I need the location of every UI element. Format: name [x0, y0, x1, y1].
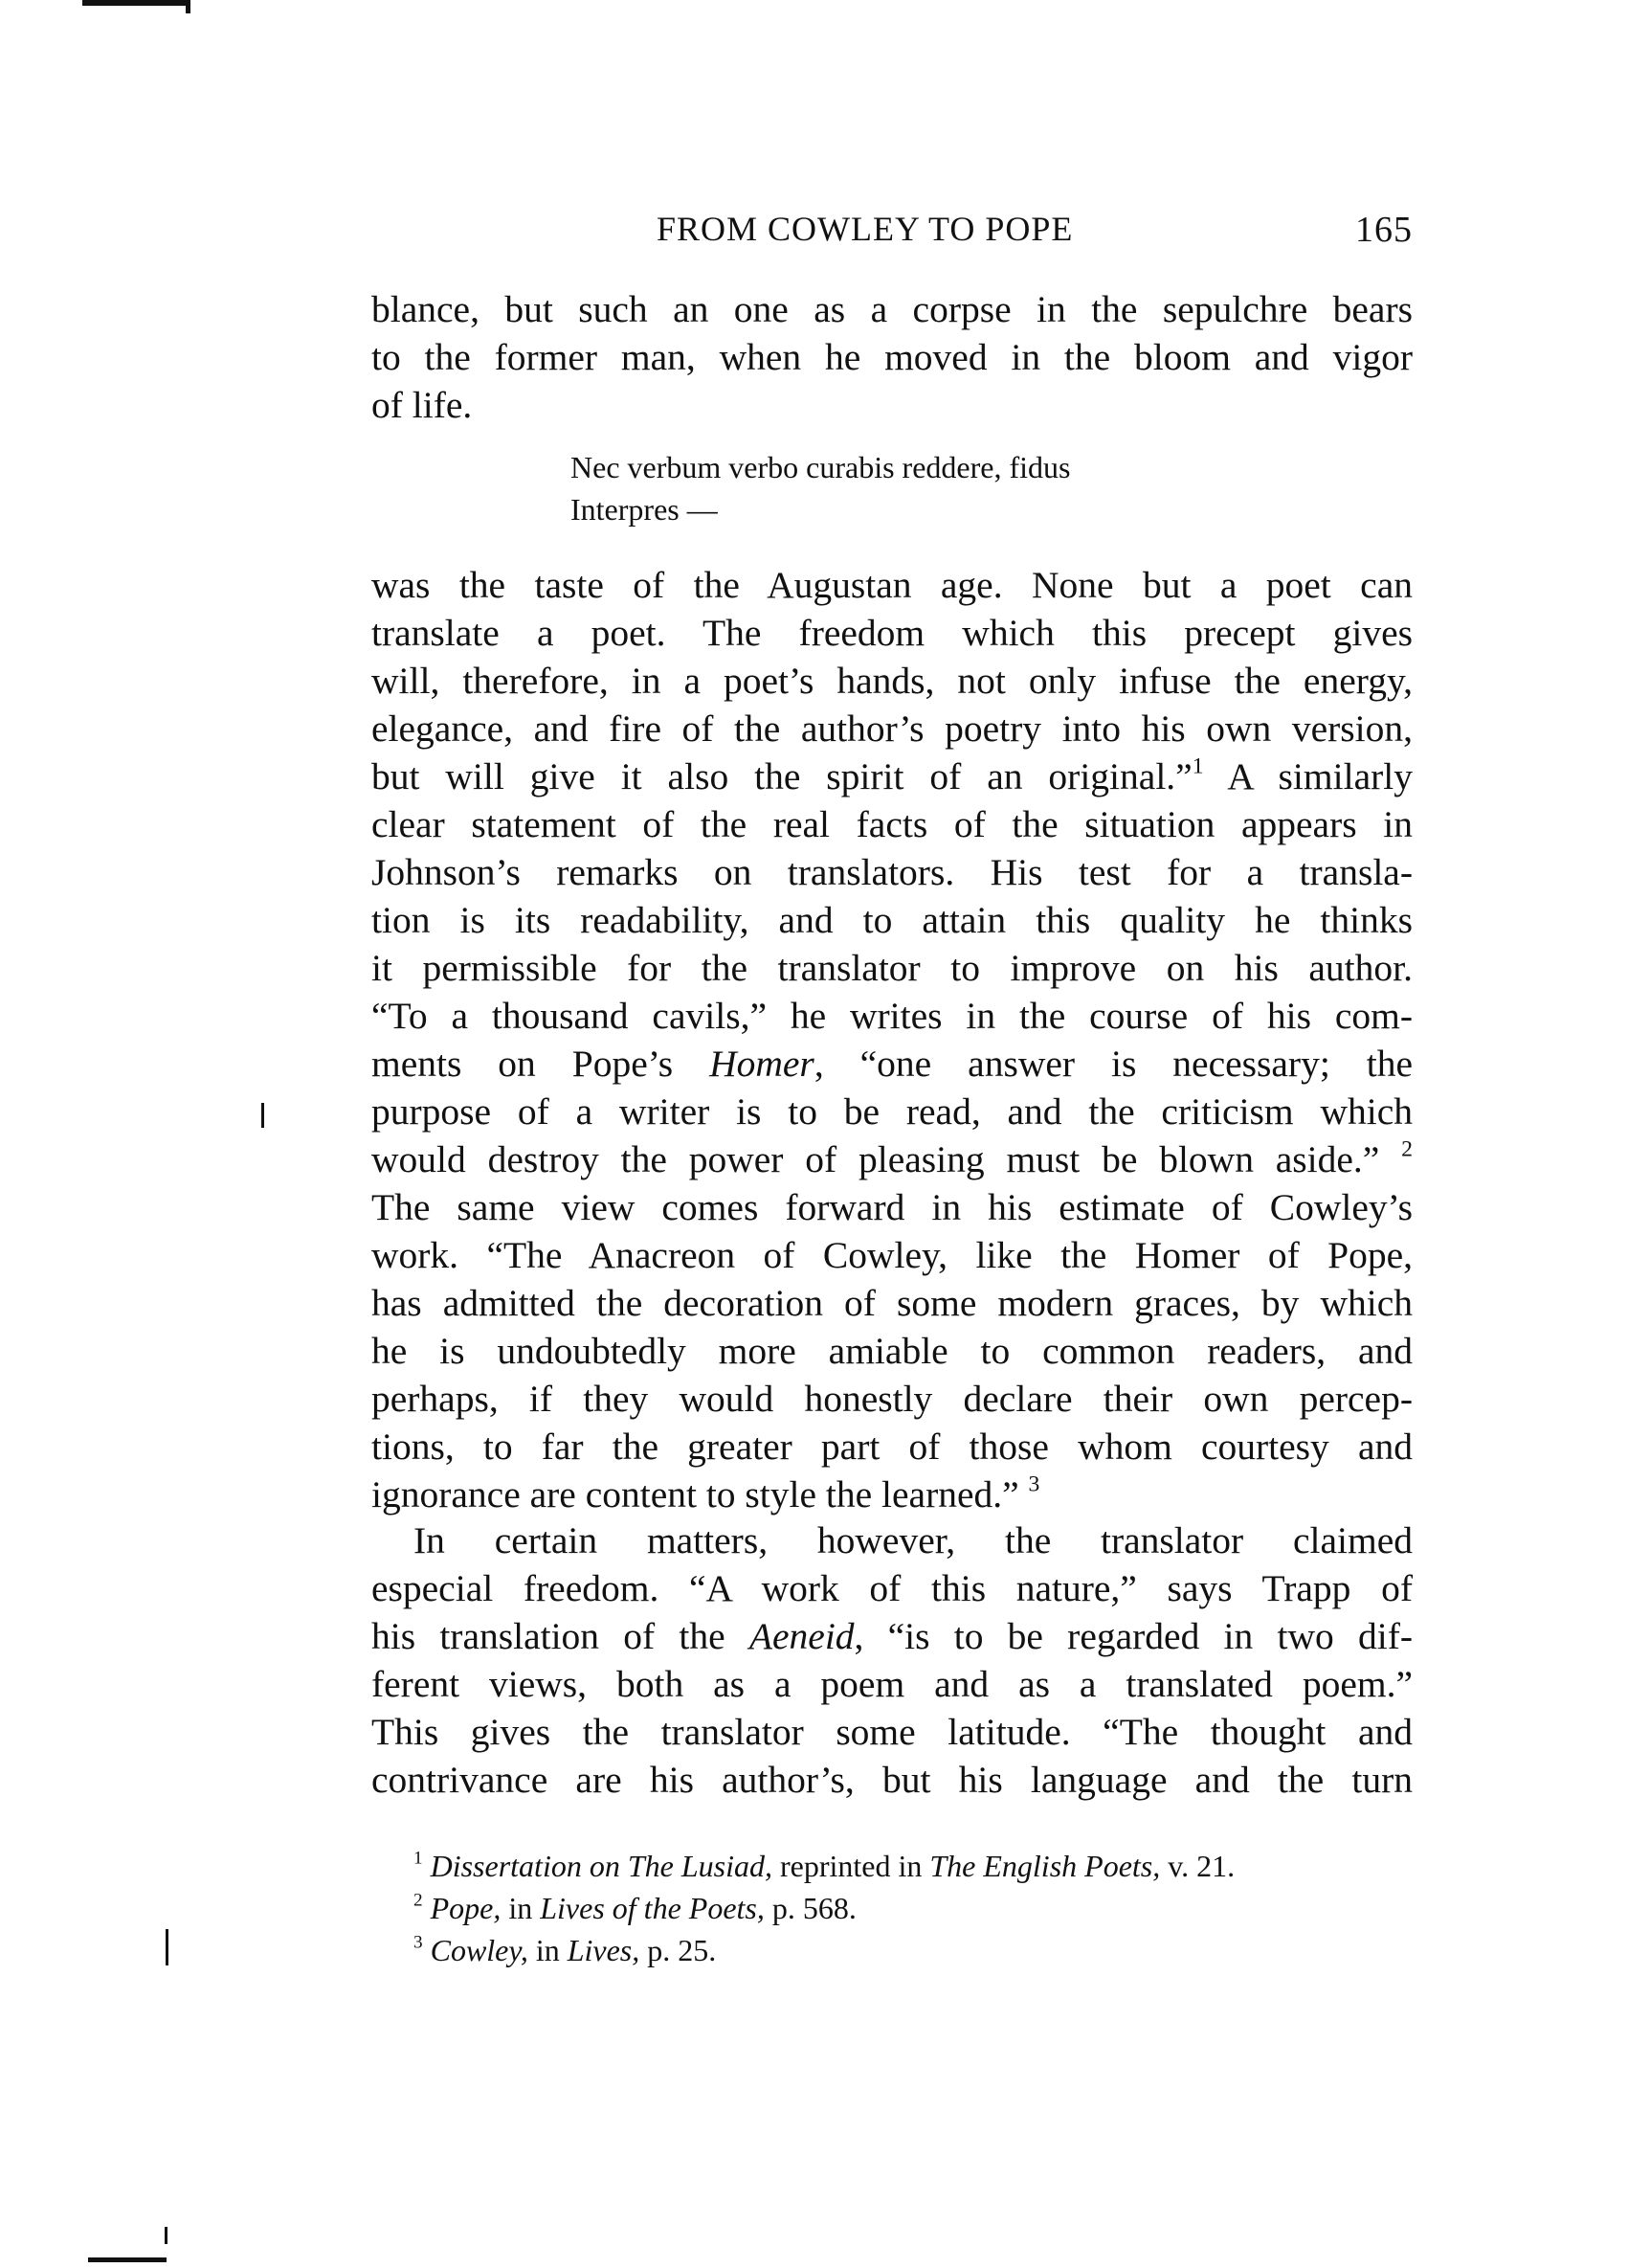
footnote-source: Lives of the Poets,: [540, 1891, 765, 1925]
text-line: This gives the translator some latitude. “The thought and: [371, 1711, 1413, 1753]
text-line: perhaps, if they would honestly declare their own percep-: [371, 1378, 1413, 1420]
text-line: [371, 1471, 1413, 1518]
text-line: it permissible for the translator to improve on his author.: [371, 947, 1413, 989]
text-line: The same view comes forward in his estimate of Cowley’s: [371, 1186, 1413, 1228]
running-title: FROM COWLEY TO POPE: [657, 210, 1074, 248]
footnote-ref-3: 3: [1028, 1471, 1040, 1497]
text-line: purpose of a writer is to be read, and the criticism which: [371, 1090, 1413, 1133]
running-header: [371, 209, 1413, 266]
text-line: In certain matters, however, the translator claimed: [413, 1519, 1413, 1561]
line-text: his translation of the: [371, 1615, 725, 1657]
scan-mark-margin-1: [261, 1103, 264, 1128]
text-line: elegance, and fire of the author’s poetry into his own version,: [371, 707, 1413, 750]
footnotes: [371, 1845, 1413, 1971]
scan-mark-margin-2: [166, 1929, 168, 1965]
quotation-line: Nec verbum verbo curabis reddere, fidus: [570, 450, 1071, 484]
footnote-text: p. 568.: [764, 1891, 857, 1925]
text-line: “To a thousand cavils,” he writes in the course of his com-: [371, 995, 1413, 1037]
footnote-ref-2: 2: [1401, 1136, 1413, 1162]
footnote-marker: 2: [413, 1890, 423, 1911]
text-line: ferent views, both as a poem and as a translated poem.”: [371, 1663, 1413, 1705]
footnote-source: Lives,: [567, 1933, 640, 1967]
paragraph-translator-freedom: [371, 1516, 1413, 1804]
scan-mark-margin-3: [165, 2227, 167, 2244]
footnote-marker: 3: [413, 1932, 423, 1953]
italic-title: Aeneid: [748, 1615, 855, 1657]
paragraph-continuation: [371, 285, 1413, 429]
text-line: [371, 1612, 1413, 1660]
scan-mark-bottom-left: [88, 2257, 167, 2262]
scan-mark-top-left-tick: [186, 0, 190, 13]
text-line: translate a poet. The freedom which this precept gives: [371, 612, 1413, 654]
footnote-title: Pope,: [430, 1891, 502, 1925]
quotation-line: Interpres —: [570, 492, 718, 527]
latin-quotation: [570, 446, 1070, 530]
text-line: Johnson’s remarks on translators. His test for a transla-: [371, 851, 1413, 893]
text-line: tion is its readability, and to attain this quality he thinks: [371, 899, 1413, 941]
text-line: [371, 1040, 1413, 1088]
text-line: clear statement of the real facts of the situation appears in: [371, 803, 1413, 845]
line-text: , “is to be regarded in two dif-: [854, 1615, 1413, 1657]
text-line: he is undoubtedly more amiable to common readers, and: [371, 1330, 1413, 1372]
page-number: 165: [1355, 210, 1413, 250]
text-line: contrivance are his author’s, but his language and the turn: [371, 1759, 1413, 1801]
footnote: [371, 1845, 1413, 1887]
footnote-source: The English Poets,: [929, 1849, 1161, 1883]
footnote-marker: 1: [413, 1848, 423, 1869]
scan-mark-top-left: [82, 0, 190, 6]
paragraph-translation-views: [371, 561, 1413, 1518]
text-line: to the former man, when he moved in the bloom and vigor: [371, 336, 1413, 378]
footnote-text: in: [501, 1891, 541, 1925]
line-text: but will give it also the spirit of an original.”: [371, 755, 1193, 797]
footnote: [371, 1929, 1413, 1971]
line-text: ignorance are content to style the learned.”: [371, 1473, 1019, 1516]
footnote-text: p. 25.: [639, 1933, 717, 1967]
text-line: [371, 1135, 1413, 1183]
footnote-text: reprinted in: [771, 1849, 930, 1883]
text-line: blance, but such an one as a corpse in the sepulchre bears: [371, 288, 1413, 330]
footnote-text: v. 21.: [1160, 1849, 1236, 1883]
line-text: , “one answer is necessary; the: [814, 1043, 1414, 1085]
italic-title: Homer: [709, 1043, 814, 1085]
text-line: [371, 752, 1413, 800]
line-text: A similarly: [1203, 755, 1413, 797]
line-text: would destroy the power of pleasing must be blown aside.”: [371, 1138, 1380, 1180]
footnote: [371, 1887, 1413, 1929]
footnote-title: Cowley,: [430, 1933, 528, 1967]
footnote-ref-1: 1: [1192, 753, 1204, 779]
text-line: of life.: [371, 384, 473, 426]
text-line: especial freedom. “A work of this nature,” says Trapp of: [371, 1567, 1413, 1609]
text-line: was the taste of the Augustan age. None but a poet can: [371, 564, 1413, 606]
line-text: ments on Pope’s: [371, 1043, 674, 1085]
text-line: work. “The Anacreon of Cowley, like the Homer of Pope,: [371, 1234, 1413, 1276]
text-line: will, therefore, in a poet’s hands, not only infuse the energy,: [371, 660, 1413, 702]
footnote-text: in: [527, 1933, 568, 1967]
text-line: has admitted the decoration of some modern graces, by which: [371, 1282, 1413, 1324]
footnote-title: Dissertation on The Lusiad,: [430, 1849, 772, 1883]
text-line: tions, to far the greater part of those whom courtesy and: [371, 1426, 1413, 1468]
